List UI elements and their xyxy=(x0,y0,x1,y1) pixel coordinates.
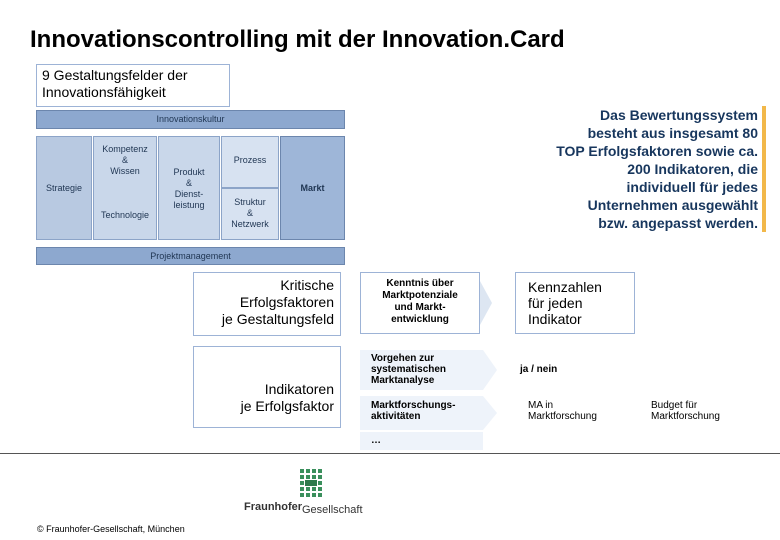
indikatoren-line-1: Indikatoren xyxy=(264,381,334,397)
kenntnis-line-1: Kenntnis über xyxy=(386,278,454,289)
bewertung-line-1: Das Bewertungssystem xyxy=(600,107,758,123)
produkt-line-3: Dienst- xyxy=(174,189,204,199)
kennzahlen-line-3: Indikator xyxy=(528,311,582,327)
block-produkt xyxy=(158,136,220,240)
footer-divider xyxy=(0,453,780,454)
budget-marktforschung-value xyxy=(651,400,720,422)
mafo-line-1: Marktforschungs- xyxy=(371,400,456,411)
mafo-arrow-icon xyxy=(483,396,497,430)
ma-line-2: Marktforschung xyxy=(528,411,597,422)
vorgehen-arrow-icon xyxy=(483,350,497,390)
kritische-line-1: Kritische xyxy=(280,277,334,293)
struktur-line-2: & xyxy=(246,208,253,218)
kompetenz-label xyxy=(94,144,156,177)
budget-line-1: Budget für xyxy=(651,400,698,411)
block-struktur xyxy=(221,188,279,240)
block-kompetenz xyxy=(93,136,157,240)
block-markt: Markt xyxy=(280,136,345,240)
bewertung-line-4: 200 Indikatoren, die xyxy=(627,161,758,177)
copyright: © Fraunhofer-Gesellschaft, München xyxy=(37,524,185,534)
kompetenz-line-1: Kompetenz xyxy=(102,144,148,154)
kennzahlen-box xyxy=(515,272,635,334)
struktur-line-3: Netzwerk xyxy=(231,219,269,229)
kenntnis-line-2: Marktpotenziale xyxy=(382,290,458,301)
bewertung-line-3: TOP Erfolgsfaktoren sowie ca. xyxy=(556,143,758,159)
page-title: Innovationscontrolling mit der Innovation.Card xyxy=(30,26,565,53)
ma-line-1: MA in xyxy=(528,400,554,411)
ma-marktforschung-value xyxy=(528,400,597,422)
block-innovationskultur: Innovationskultur xyxy=(36,110,345,129)
produkt-line-1: Produkt xyxy=(173,167,205,177)
produkt-line-2: & xyxy=(185,178,192,188)
bewertung-line-6: Unternehmen ausgewählt xyxy=(587,197,758,213)
subtitle-box xyxy=(36,64,230,107)
gestaltungsfelder-diagram xyxy=(36,110,346,265)
kenntnis-line-4: entwicklung xyxy=(391,314,449,325)
block-projektmanagement: Projektmanagement xyxy=(36,247,345,265)
logo-name: Fraunhofer xyxy=(244,501,303,513)
vorgehen-line-2: systematischen xyxy=(371,364,447,375)
kompetenz-line-3: Wissen xyxy=(110,166,140,176)
more-ellipsis: … xyxy=(360,432,483,450)
kennzahlen-line-2: für jeden xyxy=(528,295,583,311)
produkt-line-4: leistung xyxy=(173,200,205,210)
vorgehen-line-3: Marktanalyse xyxy=(371,375,435,386)
bewertung-line-5: individuell für jedes xyxy=(626,179,758,195)
logo-suffix: Gesellschaft xyxy=(302,504,363,516)
bewertung-line-7: bzw. angepasst werden. xyxy=(598,215,758,231)
struktur-line-1: Struktur xyxy=(234,197,266,207)
kenntnis-arrow-icon xyxy=(480,281,492,325)
marktforschung-box xyxy=(360,396,483,430)
indikatoren-line-2: je Erfolgsfaktor xyxy=(240,398,334,414)
bewertung-text xyxy=(510,106,766,232)
technologie-label: Technologie xyxy=(100,210,150,220)
kompetenz-line-2: & xyxy=(121,155,128,165)
vorgehen-box xyxy=(360,350,483,390)
kritische-erfolgsfaktoren-box xyxy=(193,272,341,336)
subtitle-line-1: 9 Gestaltungsfelder der xyxy=(42,67,188,83)
block-strategie: Strategie xyxy=(36,136,92,240)
fraunhofer-logo-icon xyxy=(299,468,323,498)
indikatoren-box xyxy=(193,346,341,428)
budget-line-2: Marktforschung xyxy=(651,411,720,422)
bewertung-line-2: besteht aus insgesamt 80 xyxy=(587,125,758,141)
subtitle-line-2: Innovationsfähigkeit xyxy=(42,84,166,100)
kennzahlen-line-1: Kennzahlen xyxy=(528,279,602,295)
block-prozess: Prozess xyxy=(221,136,279,188)
kritische-line-2: Erfolgsfaktoren xyxy=(239,294,334,310)
kritische-line-3: je Gestaltungsfeld xyxy=(221,311,334,327)
mafo-line-2: aktivitäten xyxy=(371,411,421,422)
kenntnis-line-3: und Markt- xyxy=(394,302,446,313)
ja-nein-value: ja / nein xyxy=(520,364,558,375)
kenntnis-box xyxy=(360,272,480,334)
vorgehen-line-1: Vorgehen zur xyxy=(371,353,435,364)
